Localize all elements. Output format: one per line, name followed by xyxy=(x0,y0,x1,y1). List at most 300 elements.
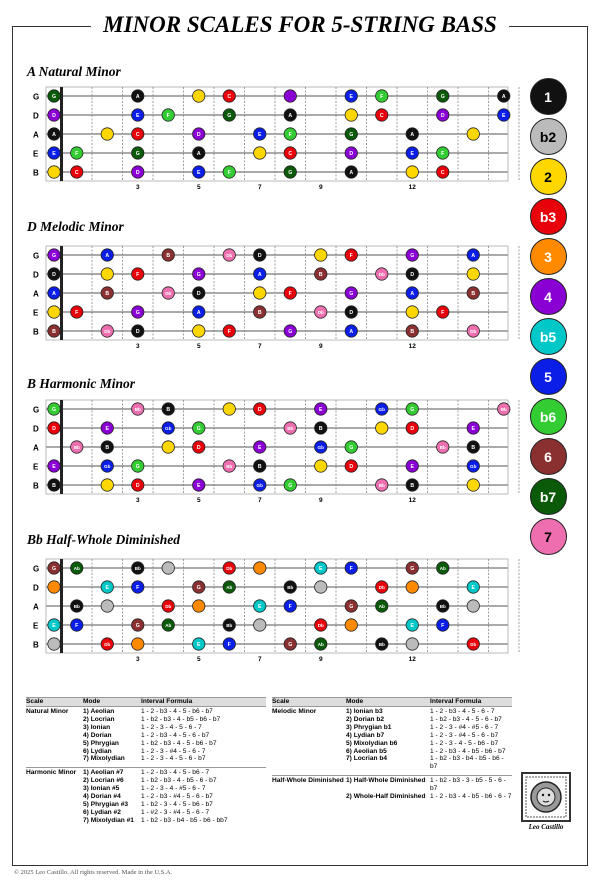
table-row xyxy=(272,793,512,801)
note-label: Db xyxy=(165,291,172,296)
note-label: Bb xyxy=(439,445,446,450)
legend-swatch-b2: b2 xyxy=(530,118,567,155)
table-cell-formula: 1 - #2 - 3 - #4 - 5 - 6 - 7 xyxy=(141,808,210,816)
note-dot xyxy=(315,249,327,261)
note-label: C xyxy=(440,170,445,176)
note-label: B xyxy=(105,291,110,297)
note-label: G xyxy=(196,272,201,278)
note-dot xyxy=(406,638,418,650)
note-label: D xyxy=(135,329,140,335)
note-label: E xyxy=(319,566,323,572)
scale-title: B Harmonic Minor xyxy=(27,376,136,391)
legend-swatch-1: 1 xyxy=(530,78,567,115)
table-cell-formula: 1 - 2 - 3 - 4 - #5 - 6 - 7 xyxy=(141,785,206,793)
table-row xyxy=(272,724,512,732)
note-label: C xyxy=(227,94,232,100)
table-row xyxy=(26,732,266,740)
table-header xyxy=(272,697,512,706)
note-dot xyxy=(406,306,418,318)
table-row xyxy=(272,708,512,716)
page-title: MINOR SCALES FOR 5-STRING BASS xyxy=(91,12,509,38)
table-row xyxy=(26,755,266,763)
fretboard xyxy=(33,400,519,504)
note-label: F xyxy=(441,151,445,157)
logo-signature: Leo Castillo xyxy=(528,823,564,831)
string-label: G xyxy=(33,251,40,261)
mode-table-right xyxy=(272,697,512,842)
fretboard xyxy=(33,246,519,350)
fret-number: 7 xyxy=(257,343,262,350)
note-label: Db xyxy=(317,623,324,628)
note-label: G xyxy=(349,291,354,297)
note-label: E xyxy=(197,642,201,648)
table-cell-formula: 1 - 2 - 3 - #4 - 5 - 6 - 7 xyxy=(141,747,206,755)
table-cell-mode: 1) Aeolian #7 xyxy=(83,769,124,777)
note-label: B xyxy=(410,483,415,489)
scale-title: Bb Half-Whole Diminished xyxy=(27,532,181,547)
table-cell-mode: 4) Lydian b7 xyxy=(346,731,385,739)
table-row xyxy=(272,755,512,771)
note-label: Gb xyxy=(256,483,263,488)
table-cell-scale xyxy=(272,740,344,748)
note-label: D xyxy=(349,151,354,157)
table-cell-mode: 7) Locrian b4 xyxy=(346,755,388,763)
note-dot xyxy=(101,479,113,491)
note-label: G xyxy=(349,445,354,451)
table-header-cell: Interval Formula xyxy=(430,698,482,705)
table-cell-formula: 1 - 2 - b3 - 4 - b5 - b6 - 6 - 7 xyxy=(430,793,512,801)
note-label: F xyxy=(136,585,140,591)
note-label: G xyxy=(288,329,293,335)
legend-swatch-2: 2 xyxy=(530,158,567,195)
table-cell-scale: Half-Whole Diminished xyxy=(272,777,344,785)
table-cell-scale xyxy=(26,724,81,732)
table-cell-mode: 4) Dorian xyxy=(83,731,112,739)
note-label: E xyxy=(410,151,414,157)
note-label: Bb xyxy=(73,604,80,609)
note-label: Bb xyxy=(378,642,385,647)
table-cell-mode: 4) Dorian #4 xyxy=(83,793,121,801)
table-cell-scale xyxy=(26,748,81,756)
fret-number: 5 xyxy=(196,184,201,191)
note-label: E xyxy=(410,623,414,629)
note-label: A xyxy=(349,329,354,335)
table-cell-scale: Melodic Minor xyxy=(272,708,317,715)
note-dot xyxy=(48,581,60,593)
string-label: E xyxy=(33,149,39,159)
table-cell-scale xyxy=(26,817,81,825)
table-row xyxy=(26,708,266,716)
fret-number: 12 xyxy=(408,184,416,191)
fret-number: 3 xyxy=(135,343,140,350)
table-cell-mode: 6) Aeolian b5 xyxy=(346,747,387,755)
table-row xyxy=(26,793,266,801)
note-label: G xyxy=(410,253,415,259)
mode-table-left xyxy=(26,697,266,827)
note-label: Ab xyxy=(317,642,324,647)
table-cell-formula: 1 - b2 - b3 - 4 - 5 - 6 - b7 xyxy=(430,715,502,723)
fret-number: 9 xyxy=(318,184,323,191)
note-label: Db xyxy=(378,585,385,590)
note-label: Db xyxy=(378,272,385,277)
table-header xyxy=(26,697,266,706)
note-label: F xyxy=(288,604,292,610)
table-row xyxy=(272,748,512,756)
table-cell-formula: 1 - b2 - b3 - b4 - b5 - b6 - bb7 xyxy=(141,816,228,824)
note-label: D xyxy=(135,170,140,176)
fret-number: 3 xyxy=(135,497,140,504)
note-dot xyxy=(467,128,479,140)
note-label: D xyxy=(410,272,415,278)
table-row xyxy=(26,740,266,748)
legend-swatch-6: 6 xyxy=(530,438,567,475)
table-cell-mode: 1) Half-Whole Diminished xyxy=(346,777,426,785)
note-label: F xyxy=(441,310,445,316)
note-label: A xyxy=(105,253,110,259)
note-label: B xyxy=(52,483,56,489)
note-label: G xyxy=(410,407,415,413)
table-header-cell: Mode xyxy=(346,698,364,705)
table-cell-scale xyxy=(26,793,81,801)
table-cell-formula: 1 - 2 - 3 - #4 - #5 - 6 - 7 xyxy=(430,723,499,731)
string-label: G xyxy=(33,405,40,415)
note-label: D xyxy=(257,253,262,259)
note-label: E xyxy=(410,464,414,470)
table-cell-scale: Harmonic Minor xyxy=(26,769,77,777)
fret-number: 5 xyxy=(196,343,201,350)
note-dot xyxy=(101,268,113,280)
string-label: G xyxy=(33,564,40,574)
string-label: B xyxy=(33,640,39,650)
note-dot xyxy=(254,562,266,574)
fret-number: 3 xyxy=(135,184,140,191)
fret-number: 12 xyxy=(408,656,416,663)
note-label: Bb xyxy=(439,604,446,609)
note-dot xyxy=(101,600,113,612)
note-label: E xyxy=(258,132,262,138)
note-label: G xyxy=(135,464,140,470)
note-dot xyxy=(254,619,266,631)
note-dot xyxy=(345,619,357,631)
fret-number: 7 xyxy=(257,184,262,191)
table-row xyxy=(26,817,266,825)
table-cell-mode: 3) Phrygian b1 xyxy=(346,723,392,731)
string-label: D xyxy=(33,583,39,593)
note-label: E xyxy=(319,407,323,413)
fret-number: 9 xyxy=(318,497,323,504)
note-dot xyxy=(345,109,357,121)
note-dot xyxy=(406,581,418,593)
note-label: F xyxy=(75,310,79,316)
note-label: G xyxy=(196,585,201,591)
table-cell-mode: 1) Aeolian xyxy=(83,708,115,715)
lion-logo xyxy=(519,771,573,835)
note-dot xyxy=(48,638,60,650)
table-cell-scale xyxy=(26,732,81,740)
string-label: A xyxy=(33,443,39,453)
table-row xyxy=(272,732,512,740)
table-row xyxy=(272,716,512,724)
note-label: Bb xyxy=(287,585,294,590)
note-label: Gb xyxy=(378,407,385,412)
legend-swatch-3: 3 xyxy=(530,238,567,275)
fretboard xyxy=(33,87,519,191)
note-label: A xyxy=(410,132,415,138)
table-row xyxy=(272,777,512,793)
table-cell-mode: 5) Phrygian xyxy=(83,739,119,747)
table-group xyxy=(272,775,512,842)
table-cell-scale xyxy=(26,785,81,793)
note-label: A xyxy=(501,94,506,100)
table-cell-mode: 2) Locrian xyxy=(83,715,115,723)
string-label: B xyxy=(33,327,39,337)
note-label: A xyxy=(52,291,56,297)
table-cell-mode: 2) Dorian b2 xyxy=(346,715,385,723)
table-cell-mode: 5) Mixolydian b6 xyxy=(346,739,398,747)
note-label: F xyxy=(380,94,384,100)
table-header-cell: Scale xyxy=(272,698,290,705)
table-header-cell: Mode xyxy=(83,698,101,705)
table-header-cell: Interval Formula xyxy=(141,698,193,705)
note-label: G xyxy=(288,170,293,176)
note-label: B xyxy=(471,291,476,297)
note-dot xyxy=(193,90,205,102)
note-label: A xyxy=(288,113,293,119)
table-row xyxy=(26,809,266,817)
note-label: D xyxy=(135,483,140,489)
note-dot xyxy=(376,422,388,434)
note-label: F xyxy=(75,151,79,157)
note-label: C xyxy=(135,132,140,138)
note-label: A xyxy=(349,170,354,176)
note-label: Gb xyxy=(104,464,111,469)
note-label: A xyxy=(196,310,201,316)
string-label: E xyxy=(33,621,39,631)
note-label: Bb xyxy=(73,445,80,450)
fret-number: 12 xyxy=(408,497,416,504)
note-label: B xyxy=(257,310,262,316)
table-cell-mode: 2) Locrian #6 xyxy=(83,777,124,785)
legend-swatch-b3: b3 xyxy=(530,198,567,235)
table-group xyxy=(26,706,266,765)
table-group xyxy=(26,767,266,826)
table-cell-scale xyxy=(26,740,81,748)
note-label: Ab xyxy=(439,566,446,571)
note-label: Bb xyxy=(226,623,233,628)
table-cell-formula: 1 - 2 - b3 - 4 - b5 - b6 - b7 xyxy=(430,747,506,755)
note-label: E xyxy=(136,113,140,119)
fret-number: 5 xyxy=(196,497,201,504)
note-label: G xyxy=(349,604,354,610)
note-label: G xyxy=(51,407,57,413)
table-cell-scale xyxy=(272,716,344,724)
note-dot xyxy=(315,460,327,472)
string-label: E xyxy=(33,308,39,318)
fret-number: 7 xyxy=(257,656,262,663)
note-label: E xyxy=(349,94,353,100)
note-label: C xyxy=(288,151,293,157)
table-cell-mode: 2) Whole-Half Diminished xyxy=(346,793,426,801)
note-label: Bb xyxy=(287,426,294,431)
table-row xyxy=(272,740,512,748)
note-label: E xyxy=(52,151,56,157)
note-label: F xyxy=(349,566,353,572)
note-label: G xyxy=(51,566,57,572)
note-label: Db xyxy=(104,329,111,334)
note-label: E xyxy=(258,445,262,451)
note-dot xyxy=(132,638,144,650)
note-label: Ab xyxy=(226,585,233,590)
note-label: E xyxy=(52,623,56,629)
table-cell-mode: 1) Ionian b3 xyxy=(346,708,383,715)
note-dot xyxy=(162,441,174,453)
string-label: B xyxy=(33,168,39,178)
note-dot xyxy=(254,147,266,159)
interval-legend xyxy=(524,78,572,558)
note-label: D xyxy=(349,310,354,316)
note-label: F xyxy=(288,291,292,297)
table-cell-formula: 1 - b2 - b3 - 4 - b5 - 6 - b7 xyxy=(141,777,217,785)
note-label: A xyxy=(135,94,140,100)
note-label: D xyxy=(349,464,354,470)
note-dot xyxy=(193,600,205,612)
note-label: G xyxy=(196,426,201,432)
table-cell-mode: 7) Mixolydian xyxy=(83,755,125,763)
note-label: Gb xyxy=(317,445,324,450)
fretboard xyxy=(33,559,519,663)
fret-number: 9 xyxy=(318,343,323,350)
table-cell-scale xyxy=(272,748,344,756)
note-label: Db xyxy=(470,642,477,647)
scale-title: A Natural Minor xyxy=(27,64,121,79)
note-label: Db xyxy=(317,310,324,315)
note-dot xyxy=(315,581,327,593)
note-dot xyxy=(467,600,479,612)
note-label: F xyxy=(349,253,353,259)
table-cell-scale xyxy=(272,724,344,732)
note-dot xyxy=(467,479,479,491)
table-row xyxy=(26,777,266,785)
fret-number: 5 xyxy=(196,656,201,663)
note-label: F xyxy=(288,132,292,138)
note-label: A xyxy=(196,151,201,157)
table-cell-mode: 7) Mixolydian #1 xyxy=(83,816,134,824)
legend-swatch-4: 4 xyxy=(530,278,567,315)
note-dot xyxy=(467,268,479,280)
copyright: © 2025 Leo Castillo. All rights reserved. Made in the U.S.A. xyxy=(14,869,173,876)
note-label: Db xyxy=(470,329,477,334)
note-label: Gb xyxy=(470,464,477,469)
note-label: B xyxy=(471,445,476,451)
note-label: B xyxy=(166,253,171,259)
note-label: G xyxy=(135,623,140,629)
note-label: Db xyxy=(226,253,233,258)
table-cell-formula: 1 - 2 - b3 - 4 - 5 - 6 - b7 xyxy=(141,731,210,739)
note-dot xyxy=(48,166,60,178)
note-label: E xyxy=(471,426,475,432)
note-dot xyxy=(101,128,113,140)
note-label: G xyxy=(288,483,293,489)
table-cell-mode: 5) Phrygian #3 xyxy=(83,800,129,808)
table-cell-scale xyxy=(26,801,81,809)
table-cell-scale xyxy=(272,755,344,771)
legend-swatch-5: 5 xyxy=(530,358,567,395)
note-label: B xyxy=(410,329,415,335)
table-row xyxy=(26,801,266,809)
note-label: B xyxy=(257,464,262,470)
note-label: E xyxy=(471,585,475,591)
table-cell-formula: 1 - 2 - b3 - 4 - 5 - b6 - b7 xyxy=(141,708,213,715)
note-label: B xyxy=(105,445,110,451)
note-label: Ab xyxy=(73,566,80,571)
note-label: C xyxy=(74,170,79,176)
note-label: G xyxy=(135,310,140,316)
table-cell-mode: 6) Lydian #2 xyxy=(83,808,121,816)
table-cell-formula: 1 - b2 - b3 - 3 - b5 - 5 - 6 - b7 xyxy=(430,777,506,793)
note-label: G xyxy=(440,94,445,100)
note-label: E xyxy=(105,426,109,432)
note-label: A xyxy=(257,272,262,278)
note-label: E xyxy=(258,604,262,610)
string-label: A xyxy=(33,289,39,299)
note-label: G xyxy=(227,113,232,119)
table-cell-formula: 1 - b2 - 3 - 4 - 5 - b6 - b7 xyxy=(141,800,213,808)
string-label: D xyxy=(33,111,39,121)
table-row xyxy=(26,769,266,777)
note-label: Bb xyxy=(378,483,385,488)
string-label: G xyxy=(33,92,40,102)
string-label: A xyxy=(33,130,39,140)
fret-number: 9 xyxy=(318,656,323,663)
table-cell-formula: 1 - 2 - 3 - 4 - 5 - 6 - 7 xyxy=(141,723,202,731)
note-label: F xyxy=(136,272,140,278)
table-cell-scale xyxy=(26,716,81,724)
note-dot xyxy=(406,166,418,178)
table-cell-formula: 1 - 2 - 3 - 4 - 5 - 6 - b7 xyxy=(141,755,206,763)
note-label: F xyxy=(227,329,231,335)
fret-number: 3 xyxy=(135,656,140,663)
note-label: D xyxy=(52,272,56,278)
table-cell-scale xyxy=(26,809,81,817)
table-cell-formula: 1 - 2 - b3 - #4 - 5 - 6 - b7 xyxy=(141,793,213,801)
table-header-cell: Scale xyxy=(26,698,44,705)
note-label: D xyxy=(52,426,56,432)
table-cell-formula: 1 - 2 - 3 - #4 - 5 - 6 - b7 xyxy=(430,731,499,739)
note-dot xyxy=(223,403,235,415)
table-cell-scale xyxy=(272,732,344,740)
note-label: B xyxy=(166,407,171,413)
table-cell-mode: 3) Ionian xyxy=(83,723,111,731)
note-label: Ab xyxy=(165,623,172,628)
note-label: A xyxy=(52,132,56,138)
note-dot xyxy=(48,306,60,318)
note-label: E xyxy=(502,113,506,119)
table-cell-mode: 3) Ionian #5 xyxy=(83,785,120,793)
note-dot xyxy=(254,287,266,299)
note-dot xyxy=(162,562,174,574)
table-cell-formula: 1 - 2 - 3 - 4 - 5 - b6 - b7 xyxy=(430,739,499,747)
note-label: Db xyxy=(165,604,172,609)
note-label: Db xyxy=(226,566,233,571)
note-label: F xyxy=(166,113,170,119)
note-label: D xyxy=(196,291,201,297)
note-label: D xyxy=(410,426,415,432)
legend-swatch-7: 7 xyxy=(530,518,567,555)
note-label: A xyxy=(410,291,415,297)
table-cell-scale xyxy=(26,755,81,763)
note-label: D xyxy=(196,132,201,138)
note-label: C xyxy=(379,113,384,119)
